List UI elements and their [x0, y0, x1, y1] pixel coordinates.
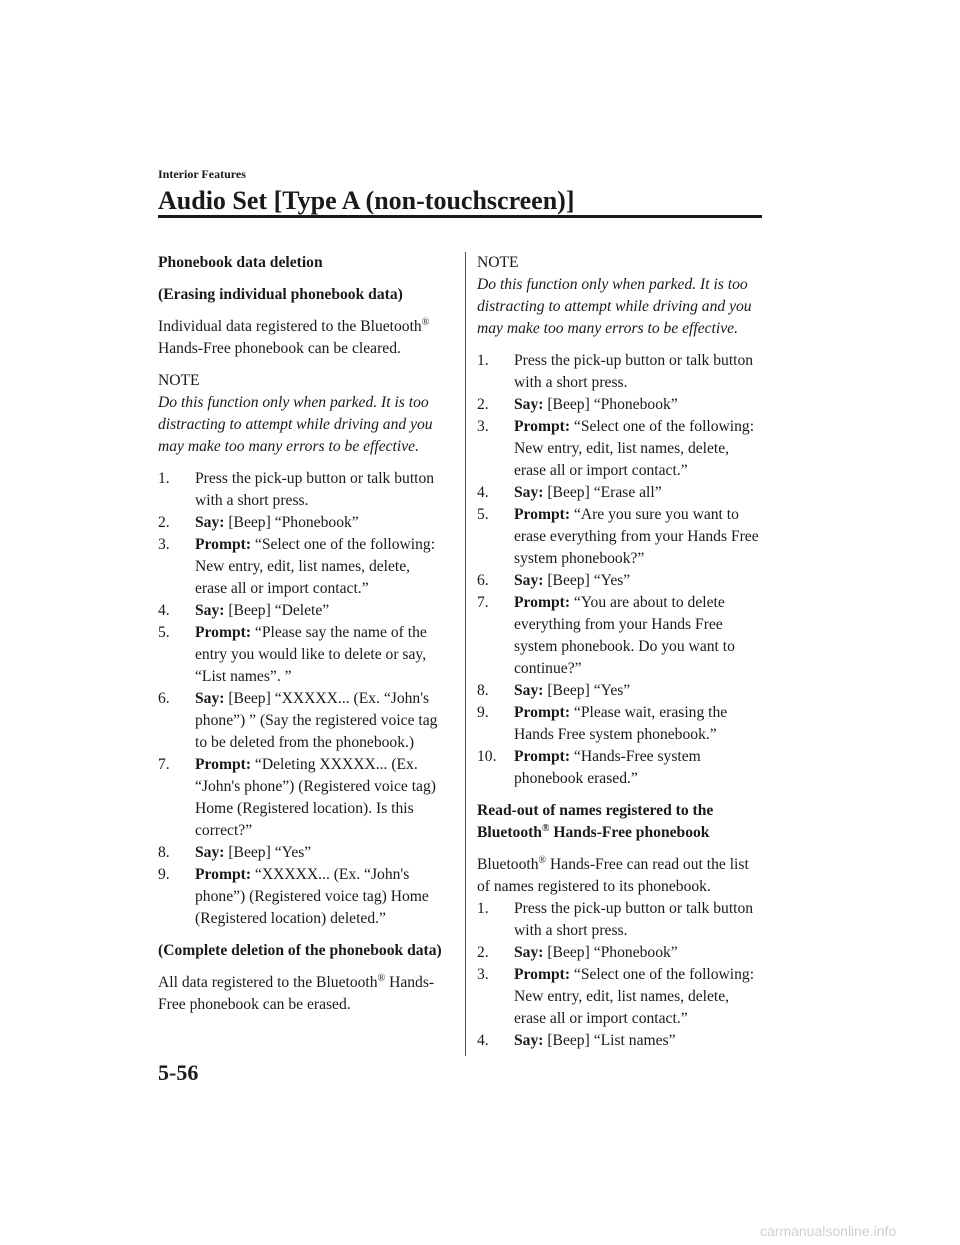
page-number: 5-56 [158, 1060, 199, 1085]
note-text: Do this function only when parked. It is too distracting to attempt while driving and you may make too many errors to be effective. [158, 394, 433, 455]
left-column [158, 252, 444, 1026]
step-item: 1. Press the pick-up button or talk button with a short press. [477, 352, 754, 391]
column-divider [465, 252, 466, 1056]
step-item: 9. Prompt: “Please wait, erasing the Hands Free system phonebook.” [477, 704, 728, 743]
step-item: 7. Prompt: “You are about to delete everything from your Hands Free system phonebook. Do you want to continue?” [477, 594, 735, 677]
step-item: 4. Say: [Beep] “Delete” [158, 602, 330, 619]
step-item: 4. Say: [Beep] “Erase all” [477, 484, 662, 501]
step-item: 2. Say: [Beep] “Phonebook” [477, 396, 678, 413]
step-item: 3. Prompt: “Select one of the following: New entry, edit, list names, delete, erase all or import contact.” [477, 418, 755, 479]
note-label: NOTE [477, 254, 519, 271]
step-item: 3. Prompt: “Select one of the following: New entry, edit, list names, delete, erase all or import contact.” [158, 536, 436, 597]
step-item: 3. Prompt: “Select one of the following: New entry, edit, list names, delete, erase all or import contact.” [477, 966, 755, 1027]
step-item: 2. Say: [Beep] “Phonebook” [477, 944, 678, 961]
section-heading: Phonebook data deletion [158, 254, 323, 271]
note-label: NOTE [158, 372, 200, 389]
step-item: 8. Say: [Beep] “Yes” [477, 682, 631, 699]
step-item: 8. Say: [Beep] “Yes” [158, 844, 312, 861]
sub-heading: (Erasing individual phonebook data) [158, 286, 403, 303]
step-item: 6. Say: [Beep] “XXXXX... (Ex. “John's phone”) ” (Say the registered voice tag to be deleted from the phonebook.) [158, 690, 438, 751]
step-item: 5. Prompt: “Please say the name of the entry you would like to delete or say, “List names”. ” [158, 624, 427, 685]
intro-paragraph: Individual data registered to the Bluetooth® Hands-Free phonebook can be cleared. [158, 316, 430, 357]
step-item: 10. Prompt: “Hands-Free system phonebook erased.” [477, 748, 701, 787]
step-item: 2. Say: [Beep] “Phonebook” [158, 514, 359, 531]
section-heading: Read-out of names registered to the Bluetooth® Hands-Free phonebook [477, 802, 714, 841]
watermark: carmanualsonline.info [760, 1223, 897, 1239]
right-column [477, 252, 763, 1052]
chapter-title: Audio Set [Type A (non-touchscreen)] [158, 186, 575, 215]
step-item: 1. Press the pick-up button or talk button with a short press. [158, 470, 435, 509]
section-label: Interior Features [158, 167, 246, 181]
sub-heading: (Complete deletion of the phonebook data) [158, 942, 442, 959]
intro-paragraph: Bluetooth® Hands-Free can read out the list of names registered to its phonebook. [477, 854, 749, 895]
step-item: 7. Prompt: “Deleting XXXXX... (Ex. “John's phone”) (Registered voice tag) Home (Registered location). Is this correct?” [158, 756, 436, 839]
step-item: 4. Say: [Beep] “List names” [477, 1032, 676, 1049]
steps-list [477, 898, 763, 1052]
steps-list [477, 350, 763, 790]
outro-paragraph: All data registered to the Bluetooth® Hands-Free phonebook can be erased. [158, 972, 435, 1013]
step-item: 1. Press the pick-up button or talk button with a short press. [477, 900, 754, 939]
step-item: 9. Prompt: “XXXXX... (Ex. “John's phone”) (Registered voice tag) Home (Registered location) deleted.” [158, 866, 429, 927]
header-rule [158, 215, 762, 218]
note-text: Do this function only when parked. It is too distracting to attempt while driving and you may make too many errors to be effective. [477, 276, 752, 337]
step-item: 5. Prompt: “Are you sure you want to erase everything from your Hands Free system phonebook?” [477, 506, 759, 567]
steps-list [158, 468, 444, 930]
step-item: 6. Say: [Beep] “Yes” [477, 572, 631, 589]
